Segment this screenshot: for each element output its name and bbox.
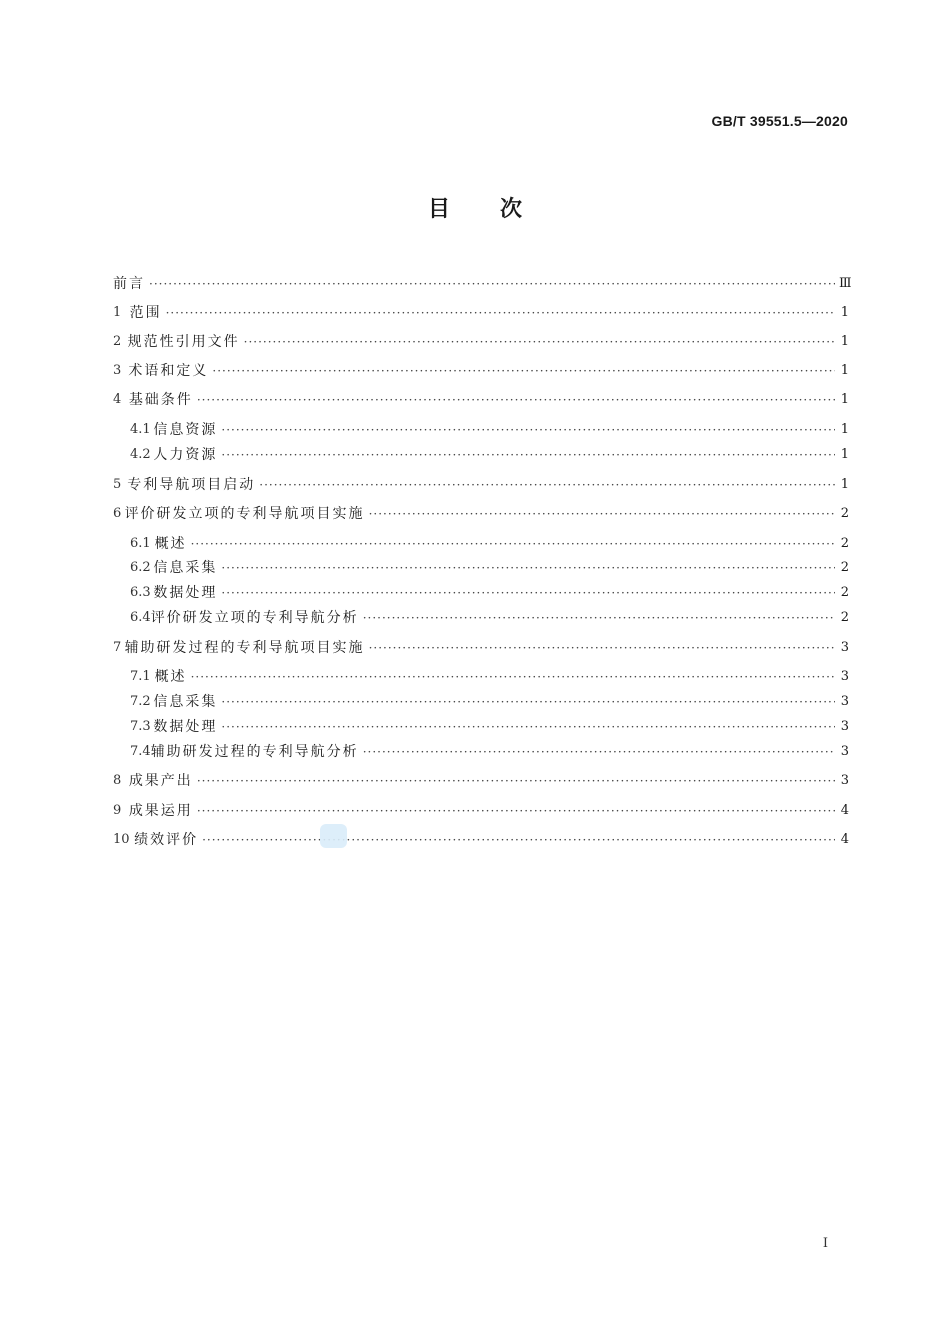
toc-entry-title: 专利导航项目启动 [127, 477, 256, 493]
toc-entry-title: 人力资源 [153, 447, 218, 463]
toc-entry-number: 6 [113, 506, 122, 521]
toc-entry-title: 前言 [113, 276, 145, 292]
toc-entry-page: 2 [840, 585, 849, 600]
toc-entry[interactable] [113, 388, 849, 412]
toc-entry-number: 6.4 [130, 610, 151, 625]
toc-entry[interactable] [113, 359, 849, 383]
toc-entry-page: 3 [840, 744, 849, 759]
toc-entry-number: 6.3 [130, 585, 151, 600]
toc-entry-page: 3 [840, 640, 849, 655]
toc-entry[interactable] [130, 556, 849, 580]
toc-entry-page: 1 [840, 477, 849, 492]
watermark-mark [320, 824, 347, 848]
toc-entry-page: 2 [840, 610, 849, 625]
toc-leader-dots [221, 690, 835, 714]
toc-leader-dots [221, 715, 835, 739]
toc-leader-dots [369, 502, 835, 526]
toc-entry-title: 范围 [129, 305, 162, 321]
page-number: I [822, 1236, 828, 1251]
toc-entry[interactable] [130, 418, 849, 442]
toc-entry-number: 7.4 [130, 744, 151, 759]
toc-entry-title: 规范性引用文件 [127, 334, 240, 350]
toc-entry[interactable] [113, 330, 849, 354]
toc-entry-title: 数据处理 [153, 719, 218, 735]
toc-entry-title: 成果产出 [128, 773, 193, 789]
toc-entry-title: 基础条件 [128, 392, 193, 408]
toc-entry[interactable] [130, 740, 849, 764]
toc-leader-dots [212, 359, 835, 383]
toc-entry-title: 绩效评价 [134, 832, 199, 848]
toc-entry-title: 概述 [154, 669, 187, 685]
toc-entry[interactable] [130, 665, 849, 689]
toc-entry[interactable] [113, 636, 849, 660]
toc-leader-dots [244, 330, 835, 354]
toc-entry-number: 7.2 [130, 694, 151, 709]
toc-entry-page: 3 [840, 669, 849, 684]
toc-leader-dots [221, 418, 835, 442]
toc-entry[interactable] [113, 301, 849, 325]
toc-leader-dots [363, 606, 835, 630]
toc-entry-page: 1 [840, 422, 849, 437]
toc-entry-page: 2 [840, 506, 849, 521]
toc-entry[interactable] [113, 473, 849, 497]
toc-entry-number: 6.1 [130, 536, 151, 551]
toc-entry-number: 9 [113, 803, 122, 818]
toc-leader-dots [149, 272, 835, 296]
toc-entry-title: 评价研发立项的专利导航项目实施 [124, 506, 365, 522]
toc-entry-page: Ⅲ [839, 276, 852, 291]
toc-entry-number: 4 [113, 392, 122, 407]
toc-entry-title: 术语和定义 [128, 363, 209, 379]
toc-entry[interactable] [113, 272, 852, 296]
toc-entry-page: 1 [840, 363, 849, 378]
toc-entry-page: 4 [840, 832, 849, 847]
toc-entry-page: 2 [840, 536, 849, 551]
toc-entry[interactable] [113, 799, 849, 823]
toc-entry[interactable] [130, 690, 849, 714]
toc-entry-number: 7 [113, 640, 122, 655]
toc-leader-dots [191, 532, 835, 556]
toc-leader-dots [259, 473, 835, 497]
toc-entry[interactable] [113, 502, 849, 526]
toc-entry-number: 4.1 [130, 422, 151, 437]
toc-entry-number: 8 [113, 773, 122, 788]
toc-leader-dots [191, 665, 835, 689]
toc-entry-page: 1 [840, 305, 849, 320]
toc-leader-dots [197, 799, 835, 823]
toc-leader-dots [221, 556, 835, 580]
toc-entry-title: 成果运用 [128, 803, 193, 819]
toc-entry-page: 1 [840, 334, 849, 349]
toc-leader-dots [202, 828, 835, 852]
toc-entry-page: 1 [840, 392, 849, 407]
toc-entry-number: 6.2 [130, 560, 151, 575]
toc-entry[interactable] [130, 606, 849, 630]
toc-entry-page: 3 [840, 719, 849, 734]
toc-leader-dots [197, 769, 835, 793]
toc-entry-title: 数据处理 [153, 585, 218, 601]
toc-entry-number: 1 [113, 305, 122, 320]
toc-entry-title: 辅助研发过程的专利导航项目实施 [124, 640, 365, 656]
toc-leader-dots [221, 581, 835, 605]
toc-entry-number: 7.1 [130, 669, 151, 684]
toc-entry-title: 信息采集 [153, 694, 218, 710]
toc-entry-page: 3 [840, 694, 849, 709]
toc-entry-number: 2 [113, 334, 122, 349]
toc-entry-number: 4.2 [130, 447, 151, 462]
page-title: 目次 [427, 197, 572, 222]
toc-entry-number: 5 [113, 477, 122, 492]
toc-entry-page: 1 [840, 447, 849, 462]
toc-entry[interactable] [130, 443, 849, 467]
toc-entry-number: 7.3 [130, 719, 151, 734]
toc-leader-dots [197, 388, 835, 412]
toc-entry-page: 2 [840, 560, 849, 575]
toc-entry-title: 信息资源 [153, 422, 218, 438]
toc-entry-title: 概述 [154, 536, 187, 552]
toc-entry-title: 辅助研发过程的专利导航分析 [150, 744, 359, 760]
toc-entry[interactable] [113, 769, 849, 793]
toc-entry[interactable] [113, 828, 849, 852]
toc-entry-page: 3 [840, 773, 849, 788]
toc-entry-page: 4 [840, 803, 849, 818]
toc-leader-dots [166, 301, 835, 325]
toc-entry-title: 评价研发立项的专利导航分析 [150, 610, 359, 626]
toc-entry-number: 3 [113, 363, 122, 378]
toc-entry-number: 10 [113, 832, 130, 847]
toc-leader-dots [221, 443, 835, 467]
toc-entry-title: 信息采集 [153, 560, 218, 576]
toc-leader-dots [363, 740, 835, 764]
toc-leader-dots [369, 636, 835, 660]
toc-entry[interactable] [130, 581, 849, 605]
standard-number: GB/T 39551.5—2020 [711, 113, 848, 129]
toc-entry[interactable] [130, 532, 849, 556]
toc-entry[interactable] [130, 715, 849, 739]
